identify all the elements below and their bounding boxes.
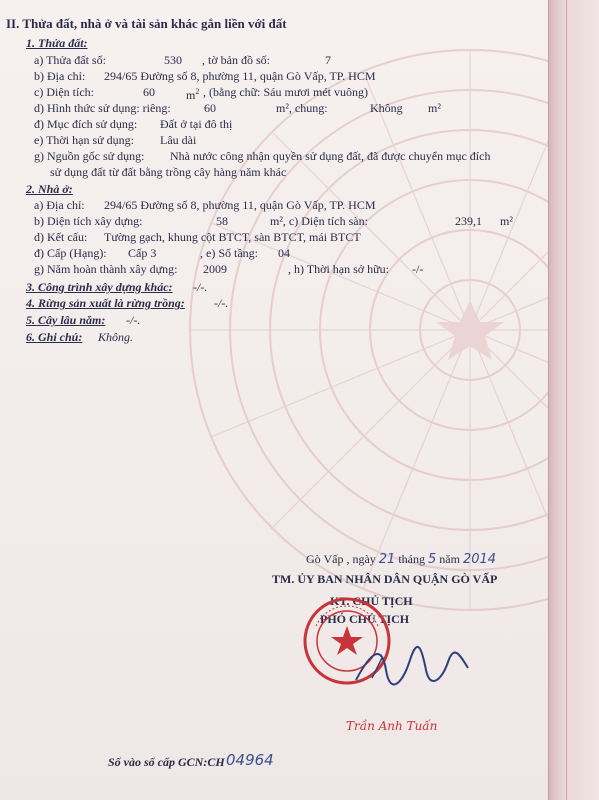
house-address: 294/65 Đường số 8, phường 11, quận Gò Vấp, TP. HCM bbox=[104, 198, 376, 212]
item4-label: 4. Rừng sản xuất là rừng trồng: bbox=[26, 296, 185, 310]
land-address: 294/65 Đường số 8, phường 11, quận Gò Vấp, TP. HCM bbox=[104, 69, 376, 83]
land-area-unit: $m^2$ bbox=[186, 87, 200, 102]
land-dd-label: đ) Mục đích sử dụng: bbox=[34, 117, 138, 131]
house-g-label: g) Năm hoàn thành xây dựng: bbox=[34, 262, 178, 276]
land-map-number: 7 bbox=[325, 53, 331, 67]
house-heading: 2. Nhà ở: bbox=[26, 182, 73, 196]
house-dd-label: đ) Cấp (Hạng): bbox=[34, 246, 107, 260]
house-floors-label: , e) Số tầng: bbox=[200, 246, 258, 260]
land-origin-line1: Nhà nước công nhận quyền sử dụng đất, đã được chuyển mục đích bbox=[170, 149, 491, 163]
house-floors: 04 bbox=[278, 246, 290, 260]
house-floor-area: 239,1 bbox=[455, 214, 482, 228]
land-area-words: , (bằng chữ: Sáu mươi mét vuông) bbox=[203, 85, 368, 99]
cert-label: Số vào sổ cấp GCN:CH bbox=[108, 755, 225, 769]
house-year: 2009 bbox=[203, 262, 227, 276]
land-shared-label: m², chung: bbox=[276, 101, 328, 115]
land-purpose: Đất ở tại đô thị bbox=[160, 117, 233, 131]
cert-number: 04964 bbox=[226, 751, 274, 769]
item3-value: -/-. bbox=[193, 280, 208, 294]
land-b-label: b) Địa chỉ: bbox=[34, 69, 86, 83]
land-shared-area: Không bbox=[370, 101, 403, 115]
house-ownership-term: -/- bbox=[412, 262, 424, 276]
land-origin-line2: sử dụng đất từ đất bằng trồng cây hàng năm khác bbox=[50, 165, 287, 179]
sign-month: 5 bbox=[428, 552, 437, 567]
land-d-label: d) Hình thức sử dụng: riêng: bbox=[34, 101, 171, 115]
signature bbox=[352, 640, 472, 690]
house-a-label: a) Địa chỉ: bbox=[34, 198, 85, 212]
sign-role1: KT. CHỦ TỊCH bbox=[330, 594, 413, 608]
house-d-label: d) Kết cấu: bbox=[34, 230, 88, 244]
land-c-label: c) Diện tích: bbox=[34, 85, 94, 99]
section-title: II. Thửa đất, nhà ở và tài sản khác gắn liền với đất bbox=[6, 16, 287, 31]
land-map-label: , tờ bản đồ số: bbox=[202, 53, 271, 67]
sign-role2: PHÓ CHỦ TỊCH bbox=[320, 612, 410, 626]
item6-label: 6. Ghi chú: bbox=[26, 330, 83, 344]
house-grade: Cấp 3 bbox=[128, 246, 157, 260]
house-b-label: b) Diện tích xây dựng: bbox=[34, 214, 143, 228]
sign-place-date: Gò Vấp , ngày 21 tháng 5 năm 2014 bbox=[306, 552, 497, 567]
house-built-area: 58 bbox=[216, 214, 228, 228]
house-floor-area-label: m², c) Diện tích sàn: bbox=[270, 214, 368, 228]
fold-line bbox=[566, 0, 567, 800]
signer-name: Trần Anh Tuấn bbox=[346, 719, 438, 733]
house-structure: Tường gạch, khung cột BTCT, sàn BTCT, mái BTCT bbox=[104, 230, 361, 244]
item5-label: 5. Cây lâu năm: bbox=[26, 313, 106, 327]
sign-day: 21 bbox=[378, 552, 396, 567]
land-shared-unit: m² bbox=[428, 101, 441, 115]
house-floor-area-unit: m² bbox=[500, 214, 513, 228]
land-term: Lâu dài bbox=[160, 133, 197, 147]
land-g-label: g) Nguồn gốc sử dụng: bbox=[34, 149, 145, 163]
land-parcel-number: 530 bbox=[164, 53, 182, 67]
land-e-label: e) Thời hạn sử dụng: bbox=[34, 133, 134, 147]
item4-value: -/-. bbox=[214, 296, 229, 310]
land-private-area: 60 bbox=[204, 101, 216, 115]
page-fold bbox=[548, 0, 599, 800]
land-a-label: a) Thửa đất số: bbox=[34, 53, 106, 67]
item5-value: -/-. bbox=[126, 313, 141, 327]
land-heading: 1. Thửa đất: bbox=[26, 36, 88, 50]
land-area: 60 bbox=[143, 85, 155, 99]
sign-authority: TM. ỦY BAN NHÂN DÂN QUẬN GÒ VẤP bbox=[272, 572, 498, 586]
item3-label: 3. Công trình xây dựng khác: bbox=[26, 280, 173, 294]
sign-year: 2014 bbox=[462, 552, 497, 567]
house-h-label: , h) Thời hạn sở hữu: bbox=[288, 262, 389, 276]
item6-value: Không. bbox=[98, 330, 134, 344]
